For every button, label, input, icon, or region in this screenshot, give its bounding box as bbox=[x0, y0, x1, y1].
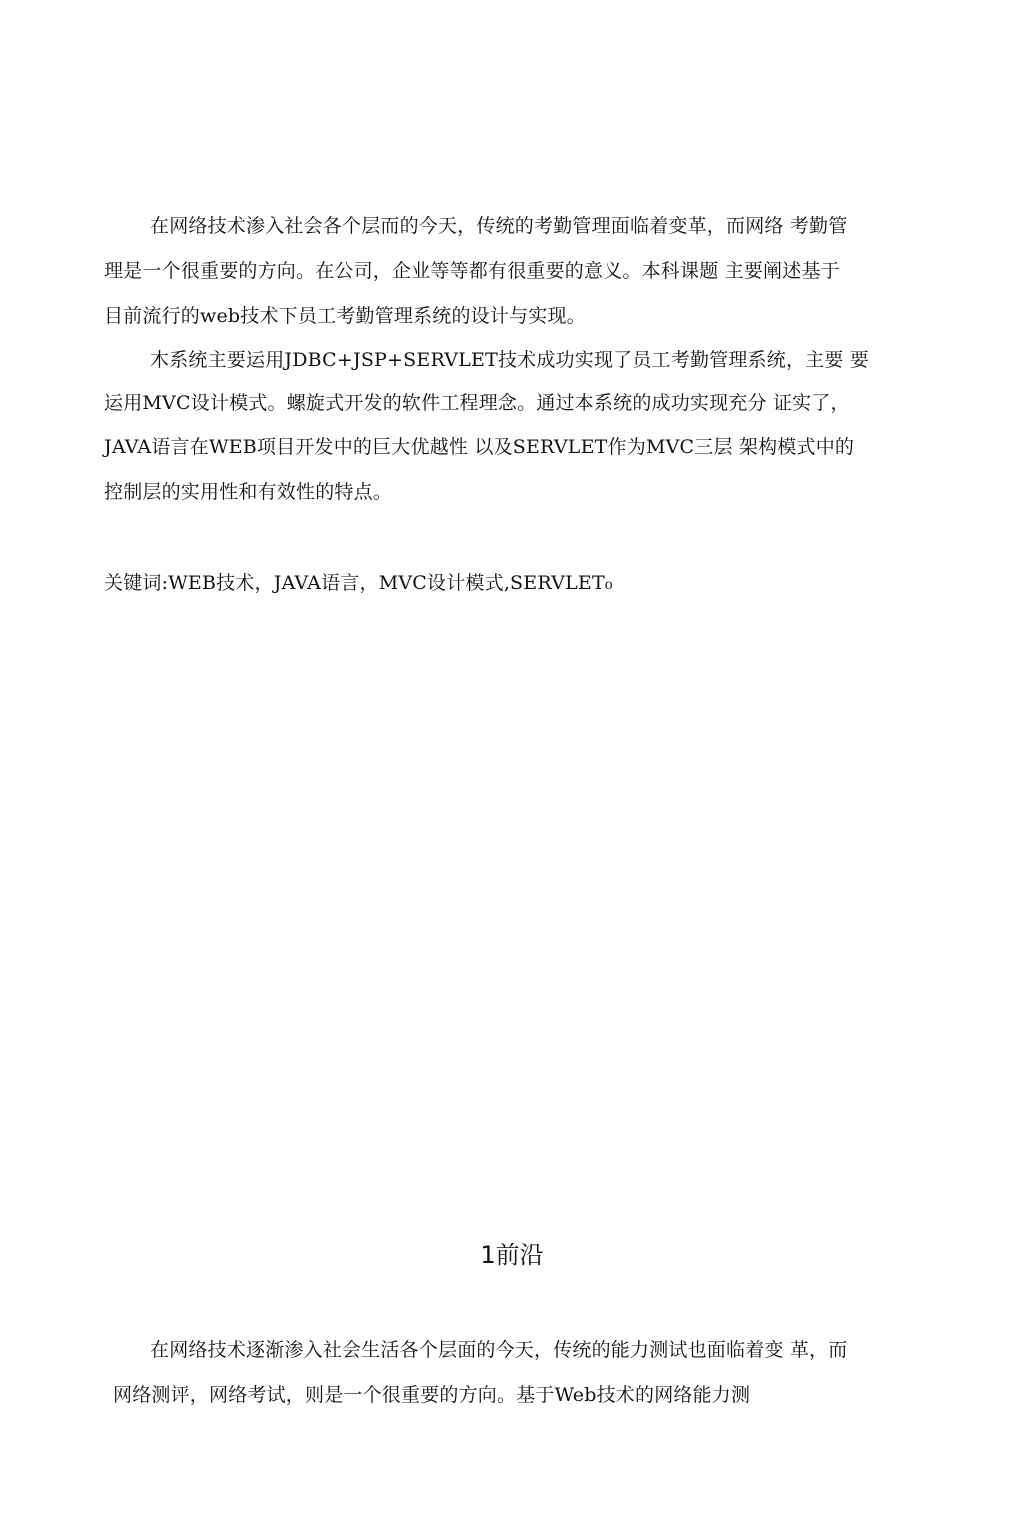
text-line: 在网络技术渗入社会各个层而的今天，传统的考勤管理面临着变革，而网络 考勤管 bbox=[150, 215, 848, 237]
section-heading: 1前沿 bbox=[480, 1241, 544, 1269]
text-line: JAVA语言在WEB项目开发中的巨大优越性 以及SERVLET作为MVC三层 架构模式中的 bbox=[104, 436, 855, 458]
text-line: 网络测评，网络考试，则是一个很重要的方向。基于Web技术的网络能力测 bbox=[113, 1384, 751, 1406]
text-line: 控制层的实用性和有效性的特点。 bbox=[104, 481, 393, 503]
keywords-line: 关键词:WEB技术，JAVA语言，MVC设计模式,SERVLET₀ bbox=[104, 572, 613, 594]
text-line: 木系统主要运用JDBC+JSP+SERVLET技术成功实现了员工考勤管理系统，主要 要 bbox=[150, 349, 869, 371]
text-line: 运用MVC设计模式。螺旋式开发的软件工程理念。通过本系统的成功实现充分 证实了， bbox=[104, 392, 850, 414]
text-line: 理是一个很重要的方向。在公司，企业等等都有很重要的意义。本科课题 主要阐述基于 bbox=[104, 260, 840, 282]
text-line: 目前流行的web技术下员工考勤管理系统的设计与实现。 bbox=[104, 305, 586, 327]
text-line: 在网络技术逐渐渗入社会生活各个层面的今天，传统的能力测试也面临着变 革，而 bbox=[150, 1339, 848, 1361]
